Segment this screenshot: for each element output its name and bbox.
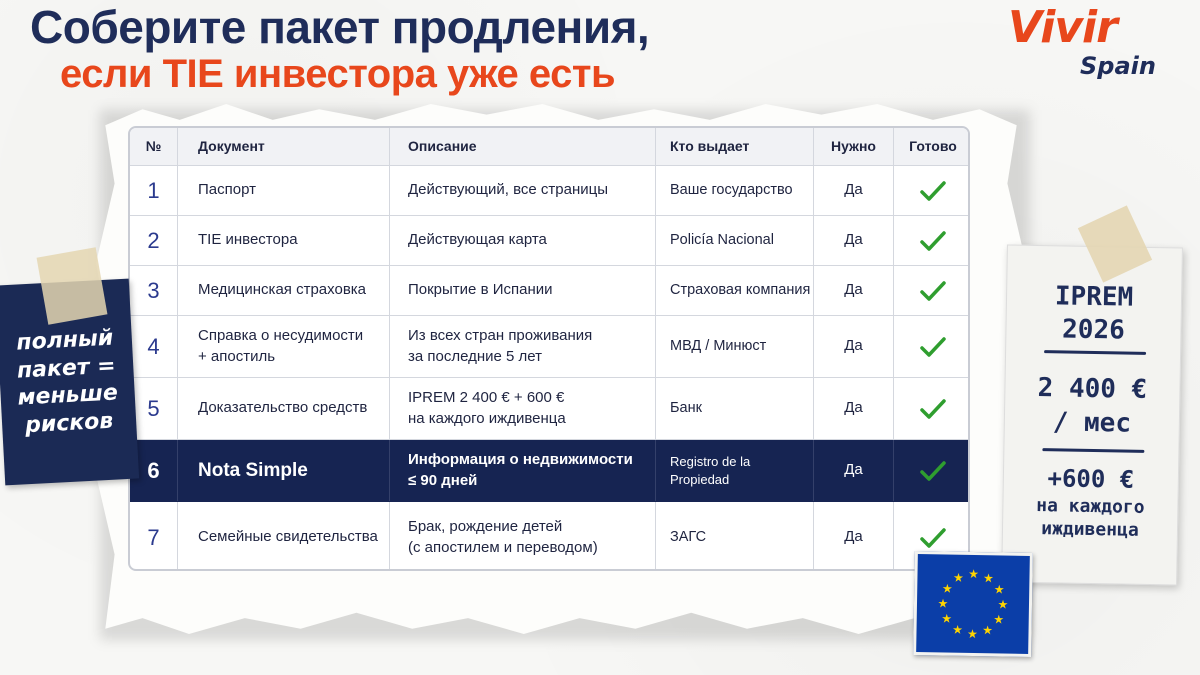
header-description: Описание — [390, 128, 656, 165]
row-issuer: Policía Nacional — [656, 216, 814, 265]
row-num: 4 — [130, 316, 178, 377]
row-ready — [894, 216, 970, 265]
note-full-package-text: полный пакет = меньше рисков — [15, 325, 119, 438]
row-description: IPREM 2 400 € + 600 € на каждого иждивенца — [390, 378, 656, 439]
row-issuer: ЗАГС — [656, 502, 814, 571]
star-icon: ★ — [997, 597, 1009, 612]
star-icon: ★ — [968, 566, 980, 582]
table-row — [130, 378, 968, 440]
check-icon — [920, 336, 946, 358]
star-icon: ★ — [993, 612, 1005, 627]
row-num: 3 — [130, 266, 178, 315]
header-document: Документ — [178, 128, 390, 165]
check-icon — [920, 280, 946, 302]
table-row — [130, 502, 968, 571]
row-ready — [894, 378, 970, 439]
star-icon: ★ — [982, 623, 994, 638]
check-icon — [920, 230, 946, 252]
row-needed: Да — [814, 316, 894, 377]
iprem-plus: +600 € — [1047, 464, 1135, 494]
table-row — [130, 440, 968, 502]
documents-table — [128, 126, 970, 571]
row-document: Паспорт — [178, 166, 390, 215]
divider — [1044, 350, 1146, 355]
eu-flag-icon — [913, 551, 1033, 657]
row-issuer: Банк — [656, 378, 814, 439]
iprem-amount: 2 400 € / мес — [1037, 373, 1148, 439]
star-icon: ★ — [941, 611, 953, 626]
check-icon — [920, 180, 946, 202]
header-issuer: Кто выдает — [656, 128, 814, 165]
row-issuer: Ваше государство — [656, 166, 814, 215]
check-icon — [920, 460, 946, 482]
row-document: Nota Simple — [178, 440, 390, 501]
row-ready — [894, 440, 970, 501]
table-row — [130, 266, 968, 316]
page-subtitle: если TIE инвестора уже есть — [60, 52, 616, 96]
row-num: 5 — [130, 378, 178, 439]
row-num: 1 — [130, 166, 178, 215]
star-icon: ★ — [941, 581, 953, 596]
row-document: TIE инвестора — [178, 216, 390, 265]
tape — [37, 247, 108, 324]
check-icon — [920, 398, 946, 420]
row-num: 2 — [130, 216, 178, 265]
row-ready — [894, 166, 970, 215]
check-icon — [920, 527, 946, 549]
row-document: Справка о несудимости + апостиль — [178, 316, 390, 377]
table-row — [130, 316, 968, 378]
row-description: Брак, рождение детей (с апостилем и переводом) — [390, 502, 656, 571]
row-issuer: МВД / Минюст — [656, 316, 814, 377]
note-iprem — [1001, 244, 1183, 585]
row-issuer: Registro de la Propiedad — [656, 440, 814, 501]
iprem-per-dependent: на каждого иждивенца — [1036, 495, 1145, 542]
star-icon: ★ — [937, 596, 949, 611]
row-ready — [894, 266, 970, 315]
page-title: Соберите пакет продления, — [30, 1, 650, 53]
star-icon: ★ — [952, 570, 964, 585]
row-description: Действующий, все страницы — [390, 166, 656, 215]
row-num: 7 — [130, 502, 178, 571]
logo-brand: Vivir — [1008, 2, 1117, 53]
header-ready: Готово — [909, 138, 957, 155]
row-needed: Да — [814, 440, 894, 501]
row-needed: Да — [814, 216, 894, 265]
row-document: Доказательство средств — [178, 378, 390, 439]
divider — [1042, 448, 1144, 453]
table-row — [130, 216, 968, 266]
row-needed: Да — [814, 166, 894, 215]
row-num: 6 — [130, 440, 178, 501]
row-description: Информация о недвижимости ≤ 90 дней — [390, 440, 656, 501]
row-document: Семейные свидетельства — [178, 502, 390, 571]
row-needed: Да — [814, 378, 894, 439]
row-description: Из всех стран проживания за последние 5 лет — [390, 316, 656, 377]
logo-sub: Spain — [1080, 52, 1156, 80]
row-issuer: Страховая компания — [656, 266, 814, 315]
header-needed: Нужно — [814, 128, 894, 165]
star-icon: ★ — [982, 571, 994, 586]
star-icon: ★ — [993, 582, 1005, 597]
row-needed: Да — [814, 266, 894, 315]
header-num: № — [130, 128, 178, 165]
iprem-title: IPREM 2026 — [1054, 281, 1134, 346]
row-description: Покрытие в Испании — [390, 266, 656, 315]
row-ready — [894, 316, 970, 377]
table-row — [130, 166, 968, 216]
row-description: Действующая карта — [390, 216, 656, 265]
table-header-row — [130, 128, 968, 166]
row-needed: Да — [814, 502, 894, 571]
star-icon: ★ — [966, 626, 978, 642]
star-icon: ★ — [952, 622, 964, 637]
row-document: Медицинская страховка — [178, 266, 390, 315]
